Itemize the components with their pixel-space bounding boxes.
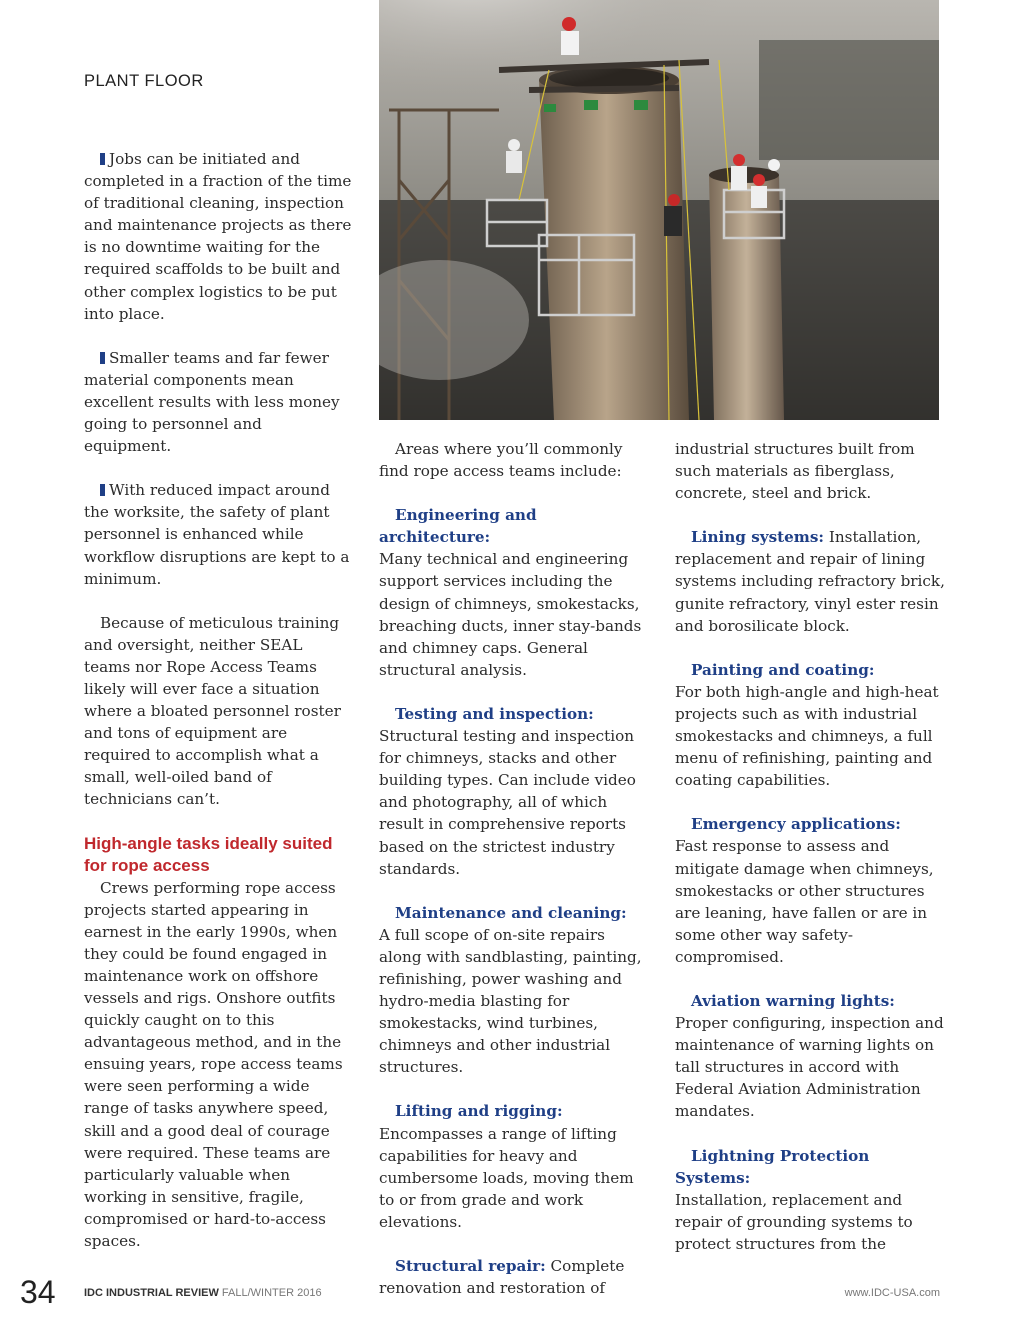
- section-subhead: High-angle tasks ideally suited for rope access: [84, 833, 333, 875]
- list-item: Lifting and rigging: Encompasses a range of lifting capabilities for heavy and cumbersome loads, moving them to or from grade and work elevations.: [379, 1102, 634, 1231]
- item-term: Painting and coating:: [691, 660, 875, 679]
- item-term: Lining systems:: [691, 528, 825, 547]
- item-term: Lifting and rigging:: [395, 1102, 563, 1121]
- item-term: Emergency applications:: [691, 815, 901, 834]
- publication-line: [84, 1287, 322, 1299]
- item-term: Engineering and architecture:: [379, 506, 537, 547]
- bullet-marker-icon: [100, 484, 105, 496]
- bullet-paragraph: Jobs can be initiated and completed in a fraction of the time of traditional cleaning, inspection and maintenance projects as there is no downtime waiting for the required scaffolds to be built and other complex logistics to be put into place.: [84, 150, 352, 323]
- list-item: Emergency applications: Fast response to assess and mitigate damage when chimneys, smokestacks or other structures are leaning, have fallen or are in some other way safety-compromised.: [675, 815, 934, 966]
- column-3: [675, 438, 947, 1255]
- publication-name: IDC INDUSTRIAL REVIEW: [84, 1287, 219, 1299]
- page-number: 34: [20, 1274, 56, 1310]
- list-item: Structural repair: Complete renovation and restoration of: [379, 1257, 625, 1298]
- item-term: Lightning Protection Systems:: [675, 1146, 870, 1187]
- list-item: Maintenance and cleaning: A full scope of on-site repairs along with sandblasting, painting, refinishing, power washing and hydro-media blasting for smokestacks, wind turbines, chimneys and other industrial structures.: [379, 903, 642, 1077]
- intro-paragraph: Areas where you’ll commonly find rope access teams include:: [379, 440, 623, 481]
- smokestack-image: [379, 0, 939, 420]
- continued-paragraph: industrial structures built from such materials as fiberglass, concrete, steel and brick.: [675, 440, 915, 503]
- list-item: Painting and coating: For both high-angle and high-heat projects such as with industrial smokestacks and chimneys, a full menu of refinishing, painting and coating capabilities.: [675, 660, 939, 790]
- page-footer: [0, 1270, 1024, 1310]
- item-term: Structural repair:: [395, 1257, 546, 1275]
- item-term: Maintenance and cleaning:: [395, 903, 627, 922]
- bullet-paragraph: Smaller teams and far fewer material components mean excellent results with less money going to personnel and equipment.: [84, 348, 340, 456]
- list-item: Engineering and architecture: Many technical and engineering support services including the design of chimneys, smokestacks, breaching ducts, inner stay-bands and chimney caps. General structural analysis.: [379, 506, 642, 679]
- bullet-paragraph: With reduced impact around the worksite, the safety of plant personnel is enhanced while workflow disruptions are kept to a minimum.: [84, 481, 350, 588]
- bullet-marker-icon: [100, 352, 105, 364]
- body-paragraph: Crews performing rope access projects started appearing in earnest in the early 1990s, when they could be found engaged in maintenance work on offshore vessels and rigs. Onshore outfits quickly caught on to this advantageous method, and in the ensuing years, rope access teams were seen performing a wide range of tasks anywhere speed, skill and a good deal of courage were required. These teams are particularly valuable when working in sensitive, fragile, compromised or hard-to-access spaces.: [84, 878, 343, 1251]
- issue-label: FALL/WINTER 2016: [221, 1287, 322, 1299]
- column-2: [379, 438, 651, 1299]
- bullet-marker-icon: [100, 153, 105, 165]
- body-paragraph: Because of meticulous training and oversight, neither SEAL teams nor Rope Access Teams likely will ever face a situation where a bloated personnel roster and tons of equipment are required to accomplish what a small, well-oiled band of technicians can’t.: [84, 613, 341, 809]
- list-item: Testing and inspection: Structural testing and inspection for chimneys, stacks and other building types. Can include video and photography, all of which result in comprehensive reports based on the strictest industry standards.: [379, 704, 636, 878]
- section-label: PLANT FLOOR: [84, 72, 204, 90]
- website-url: www.IDC-USA.com: [844, 1287, 940, 1299]
- list-item: Lightning Protection Systems: Installation, replacement and repair of grounding systems to protect structures from the: [675, 1146, 913, 1253]
- list-item: Lining systems: Installation, replacement and repair of lining systems including refractory brick, gunite refractory, vinyl ester resin and borosilicate block.: [675, 528, 945, 635]
- column-1: [84, 148, 352, 1252]
- item-term: Testing and inspection:: [395, 704, 594, 723]
- item-term: Aviation warning lights:: [691, 991, 895, 1010]
- list-item: Aviation warning lights: Proper configuring, inspection and maintenance of warning lights on tall structures in accord with Federal Aviation Administration mandates.: [675, 991, 944, 1121]
- rope-access-photo: [379, 0, 939, 420]
